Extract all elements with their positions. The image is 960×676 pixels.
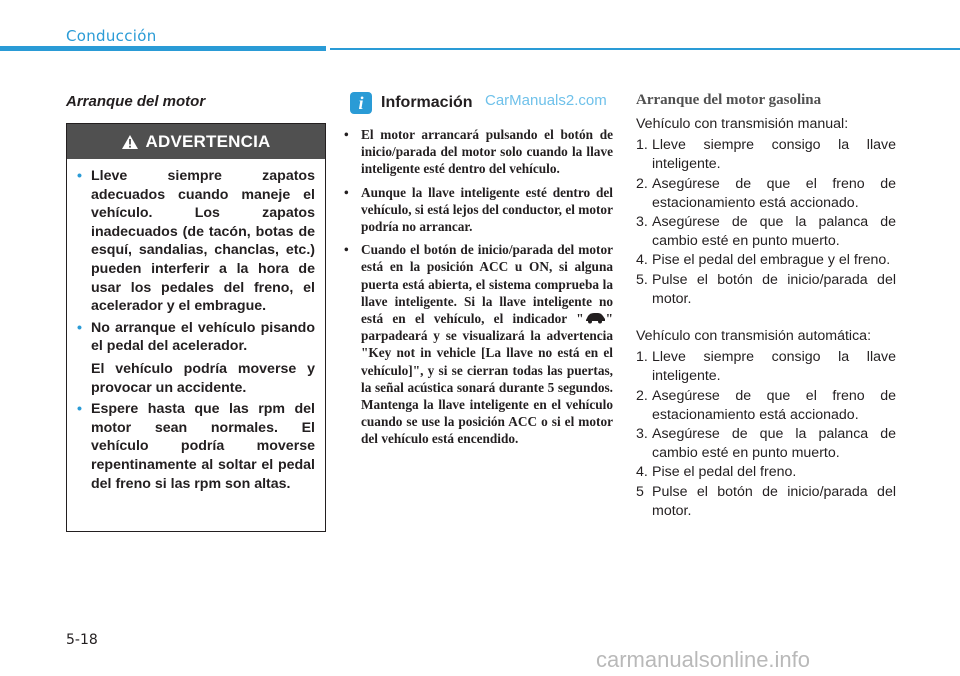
info-item: • Cuando el botón de inicio/parada del motor está en la posición ACC u ON, si alguna puerta está abierta, el sistema comprueba la llave inteligente. Si la llave inteligente no está en el vehículo, el indicador " " parpadeará y se visualizará la advertencia "Key not in vehicle [La llave no está en el vehículo]", y si se cierran todas las puertas, la señal acústica sonará durante 5 segundos. Mantenga la llave inteligente en el vehículo cuando se use la posición ACC o si el motor del vehículo está encendido. — [344, 242, 613, 447]
bullet-icon: • — [344, 127, 349, 142]
left-heading: Arranque del motor — [66, 93, 206, 110]
auto-label: Vehículo con transmisión automática: — [636, 328, 872, 345]
warning-item: • Lleve siempre zapatos adecuados cuando maneje el vehículo. Los zapatos inadecuados (de tacón, botas de esquí, sandalias, chanclas, etc.) pueden interferir a la hora de usar los pedales del freno, el acelerador y el embrague. — [77, 168, 315, 315]
warning-body — [67, 159, 325, 493]
watermark-footer: carmanualsonline.info — [596, 647, 811, 672]
bullet-icon: • — [344, 242, 349, 258]
step-item: 5. Pulse el botón de inicio/parada del motor. — [636, 271, 896, 307]
page-number: 5-18 — [66, 632, 98, 648]
bullet-icon: • — [77, 319, 82, 336]
info-item: • El motor arrancará pulsando el botón de inicio/parada del motor solo cuando la llave inteligente esté dentro del vehículo. — [344, 127, 613, 177]
info-item: • Aunque la llave inteligente esté dentro del vehículo, si está lejos del conductor, el motor podría no arrancar. — [344, 184, 613, 235]
bullet-icon: • — [77, 168, 82, 184]
manual-label: Vehículo con transmisión manual: — [636, 116, 849, 132]
bullet-icon: • — [77, 401, 82, 418]
warning-item: • No arranque el vehículo pisando el pedal del acelerador. — [77, 319, 315, 355]
info-header — [350, 92, 473, 114]
warning-item: • Espere hasta que las rpm del motor sean normales. El vehículo podría moverse repentinamente al soltar el pedal del freno si las rpm son altas. — [77, 401, 315, 492]
info-title: Información — [381, 94, 473, 111]
warning-box — [66, 123, 326, 532]
header-rule-thin — [330, 48, 960, 50]
right-column — [636, 92, 896, 521]
step-item: 2. Asegúrese de que el freno de estacionamiento está accionado. — [636, 175, 896, 211]
step-item: 2. Asegúrese de que el freno de estacionamiento está accionado. — [636, 387, 896, 423]
header-rule-thick — [0, 46, 326, 51]
step-item: 1. Lleve siempre consigo la llave inteligente. — [636, 349, 896, 385]
step-item: 3. Asegúrese de que la palanca de cambio esté en punto muerto. — [636, 214, 896, 250]
watermark-carmanuals: CarManuals2.com — [485, 92, 607, 109]
step-item: 4. Pise el pedal del embrague y el freno. — [636, 252, 891, 269]
info-list — [340, 126, 613, 454]
right-title: Arranque del motor gasolina — [636, 92, 822, 108]
info-icon: i — [350, 92, 372, 114]
spacer — [636, 309, 896, 327]
step-item: 3. Asegúrese de que la palanca de cambio esté en punto muerto. — [636, 426, 896, 462]
step-item: 5 Pulse el botón de inicio/parada del motor. — [636, 483, 896, 519]
warning-note: El vehículo podría moverse y provocar un accidente. — [91, 360, 315, 396]
warning-title: ADVERTENCIA — [145, 131, 271, 151]
warning-header — [67, 124, 325, 159]
smart-key-indicator-icon — [584, 311, 606, 323]
section-title: Conducción — [66, 27, 157, 45]
step-item: 1. Lleve siempre consigo la llave inteligente. — [636, 137, 896, 173]
bullet-icon: • — [344, 184, 349, 200]
step-item: 4. Pise el pedal del freno. — [636, 464, 797, 481]
warning-triangle-icon — [122, 135, 138, 149]
